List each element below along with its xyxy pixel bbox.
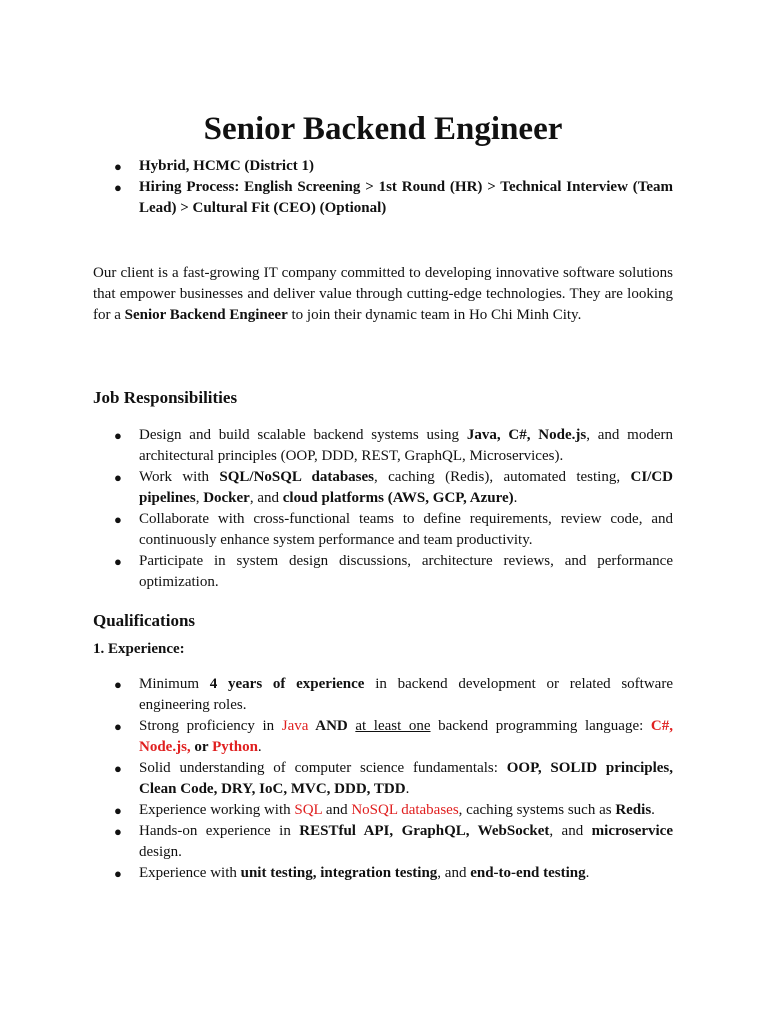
bullet-icon: ● — [114, 554, 122, 569]
summary-section — [93, 156, 673, 219]
responsibilities-section — [93, 386, 673, 410]
qualifications-list-wrapper — [93, 674, 673, 884]
bullet-icon: ● — [114, 866, 122, 881]
item-bold: CI/CD pipelines — [139, 469, 673, 506]
item-highlight: SQL — [294, 802, 323, 818]
item-text: , and — [437, 865, 471, 881]
item-text: Design and build scalable backend systems using — [139, 427, 467, 443]
item-text: . — [585, 865, 590, 881]
item-bold: 4 years of experience — [209, 676, 365, 692]
bullet-icon: ● — [114, 159, 122, 174]
item-bold: OOP, SOLID principles, Clean Code, DRY, IoC, MVC, DDD, TDD — [139, 760, 673, 797]
item-text: , and — [249, 490, 283, 506]
item-bold: end-to-end testing — [470, 865, 586, 881]
list-item — [93, 821, 673, 863]
experience-subsection — [93, 639, 673, 660]
item-text: design. — [139, 844, 182, 860]
item-bold: microservice — [591, 823, 673, 839]
item-bold: Java, C#, Node.js — [466, 427, 587, 443]
bullet-icon: ● — [114, 512, 122, 527]
list-item — [93, 177, 673, 219]
item-text: . — [257, 739, 262, 755]
item-text: Minimum — [139, 676, 210, 692]
list-item — [93, 674, 673, 716]
bullet-icon: ● — [114, 180, 122, 195]
item-text: , caching (Redis), automated testing, — [374, 469, 631, 485]
item-bold: SQL/NoSQL databases — [219, 469, 375, 485]
item-text: Collaborate with cross-functional teams to define requirements, review code, and continuously enhance system performance and team productivity. — [139, 511, 673, 548]
subsection-heading: 1. Experience: — [93, 641, 185, 657]
item-text: and — [322, 802, 352, 818]
intro-paragraph — [93, 263, 673, 326]
page-title: Senior Backend Engineer — [203, 111, 563, 147]
intro-text: Our client is a fast-growing IT company committed to developing innovative software solutions that empower businesses and deliver value through cutting-edge technologies. They are looking for a — [93, 265, 673, 323]
item-text: . — [651, 802, 655, 818]
qualifications-section — [93, 609, 673, 633]
item-highlight: C#, Node.js, — [139, 718, 673, 755]
item-text: , caching systems such as — [458, 802, 616, 818]
bullet-icon: ● — [114, 761, 122, 776]
item-bold: or — [190, 739, 213, 755]
list-item — [93, 156, 673, 177]
item-text: Strong proficiency in — [139, 718, 282, 734]
bullet-icon: ● — [114, 677, 122, 692]
item-bold: AND — [308, 718, 356, 734]
item-text: Solid understanding of computer science fundamentals: — [139, 760, 507, 776]
list-item — [93, 758, 673, 800]
item-text: Experience working with — [139, 802, 295, 818]
item-highlight: Java — [281, 718, 309, 734]
list-item — [93, 509, 673, 551]
responsibilities-list-wrapper — [93, 425, 673, 593]
location-text: Hybrid, HCMC (District 1) — [139, 158, 314, 174]
list-item — [93, 467, 673, 509]
item-text: Participate in system design discussions, architecture reviews, and performance optimization. — [139, 553, 673, 590]
item-text: , — [195, 490, 204, 506]
item-text: Hands-on experience in — [139, 823, 300, 839]
list-item — [93, 716, 673, 758]
item-bold: cloud platforms (AWS, GCP, Azure) — [282, 490, 514, 506]
item-bold: RESTful API, GraphQL, WebSocket — [299, 823, 550, 839]
section-heading: Qualifications — [93, 611, 196, 630]
bullet-icon: ● — [114, 719, 122, 734]
intro-role: Senior Backend Engineer — [124, 307, 288, 323]
bullet-icon: ● — [114, 470, 122, 485]
list-item — [93, 551, 673, 593]
item-text: , and — [549, 823, 592, 839]
item-text: in backend development or related software engineering roles. — [139, 676, 673, 713]
item-highlight: NoSQL databases — [351, 802, 459, 818]
item-text: . — [513, 490, 518, 506]
section-heading: Job Responsibilities — [93, 388, 238, 407]
item-bold: unit testing, integration testing — [240, 865, 438, 881]
bullet-icon: ● — [114, 803, 122, 818]
item-highlight: Python — [212, 739, 258, 755]
list-item — [93, 800, 673, 821]
item-text: . — [405, 781, 410, 797]
item-bold: Docker — [203, 490, 250, 506]
item-bold: Redis — [615, 802, 652, 818]
summary-list — [93, 156, 673, 219]
bullet-icon: ● — [114, 428, 122, 443]
item-text: backend programming language: — [430, 718, 651, 734]
responsibilities-list — [93, 425, 673, 593]
list-item — [93, 425, 673, 467]
intro-section — [93, 263, 673, 326]
hiring-process-text: Hiring Process: English Screening > 1st Round (HR) > Technical Interview (Team Lead) > Cultural Fit (CEO) (Optional) — [139, 179, 673, 216]
bullet-icon: ● — [114, 824, 122, 839]
item-underline: at least one — [355, 718, 431, 734]
intro-text: to join their dynamic team in Ho Chi Minh City. — [287, 307, 582, 323]
item-text: , and modern architectural principles (OOP, DDD, REST, GraphQL, Microservices). — [139, 427, 674, 464]
qualifications-list — [93, 674, 673, 884]
list-item — [93, 863, 673, 884]
item-text: Work with — [139, 469, 220, 485]
item-text: Experience with — [139, 865, 241, 881]
